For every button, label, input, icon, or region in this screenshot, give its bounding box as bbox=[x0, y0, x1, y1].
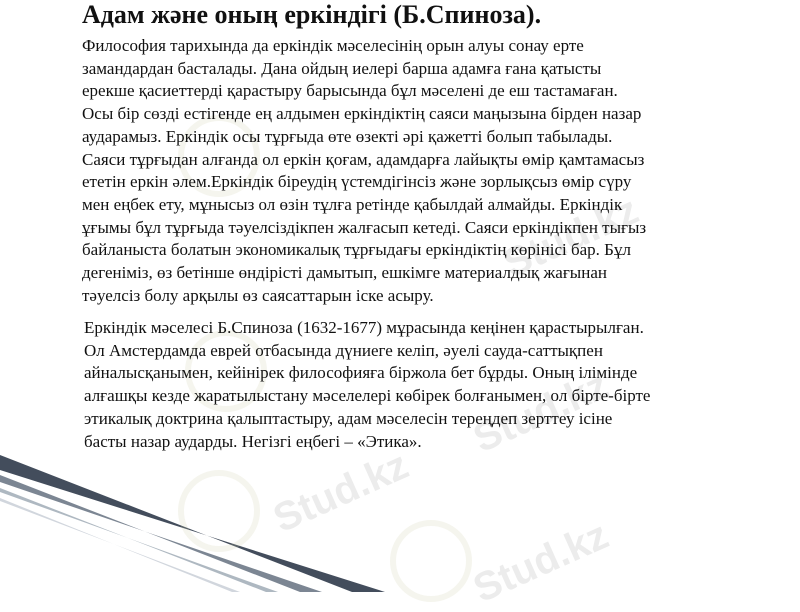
text-line: Осы бір сөзді естігенде ең алдымен еркіндіктің саяси маңызына бірден назар bbox=[82, 104, 642, 124]
text-line: Саяси тұрғыдан алғанда ол еркін қоғам, адамдарға лайықты өмір қамтамасыз bbox=[82, 149, 645, 169]
text-line: Ол Амстердамда еврей отбасында дүниеге келіп, әуелі сауда-саттықпен bbox=[84, 340, 603, 360]
text-line: аударамыз. Еркіндік осы тұрғыда өте өзекті әрі қажетті болып табылады. bbox=[82, 126, 613, 146]
text-line: Еркіндік мәселесі Б.Спиноза (1632-1677) мұрасында кеңінен қарастырылған. bbox=[84, 318, 644, 337]
text-line: Философия тарихында да еркіндік мәселесінің орын алуы сонау ерте bbox=[82, 36, 584, 55]
text-line: тәуелсіз болу арқылы өз саясаттарын іске асыру. bbox=[82, 285, 434, 305]
text-line: басты назар аударды. Негізгі еңбегі – «Этика». bbox=[84, 431, 422, 451]
text-line: ерекше қасиеттерді қарастыру барысында бұл мәселені де еш тастамаған. bbox=[82, 81, 618, 101]
text-line: алғашқы кезде жаратылыстану мәселелері көбірек болғанымен, ол бірте-бірте bbox=[84, 386, 651, 406]
text-line: ұғымы бұл тұрғыда тәуелсіздікпен жалғасып кетеді. Саяси еркіндікпен тығыз bbox=[82, 217, 647, 237]
text-line: дегеніміз, өз бетінше өндірісті дамытып, ешкімге материалдық жағынан bbox=[82, 263, 607, 283]
text-line: этикалық доктрина қалыптастыру, адам мәселесін тереңдеп зерттеу ісіне bbox=[84, 408, 613, 428]
text-line: айналысқанымен, кейінірек философияға біржола бет бұрды. Оның ілімінде bbox=[84, 363, 638, 383]
watermark-logo-icon bbox=[390, 520, 472, 602]
paragraph-spinoza bbox=[84, 317, 800, 453]
text-line: мен еңбек ету, мұнысыз ол өзін тұлға ретінде қабылдай алмайды. Еркіндік bbox=[82, 194, 623, 214]
paragraph-freedom-history bbox=[82, 35, 796, 307]
watermark-text: Stud.kz bbox=[496, 188, 645, 287]
watermark-text: Stud.kz bbox=[466, 513, 615, 612]
watermark-text: Stud.kz bbox=[266, 443, 415, 542]
watermark-text: Stud.kz bbox=[466, 363, 615, 462]
text-line: байланыста болатын экономикалық тұрғыдағы еркіндіктің көрінісі бар. Бұл bbox=[82, 240, 631, 260]
page-title: Адам және оның еркіндігі (Б.Спиноза). bbox=[82, 0, 542, 29]
text-line: замандардан басталады. Дана ойдың иелері барша адамға ғана қатысты bbox=[82, 58, 602, 78]
watermark-logo-icon bbox=[178, 470, 260, 552]
text-line: ететін еркін әлем.Еркіндік біреудің үстемдігінсіз және зорлықсыз өмір сүру bbox=[82, 172, 632, 192]
